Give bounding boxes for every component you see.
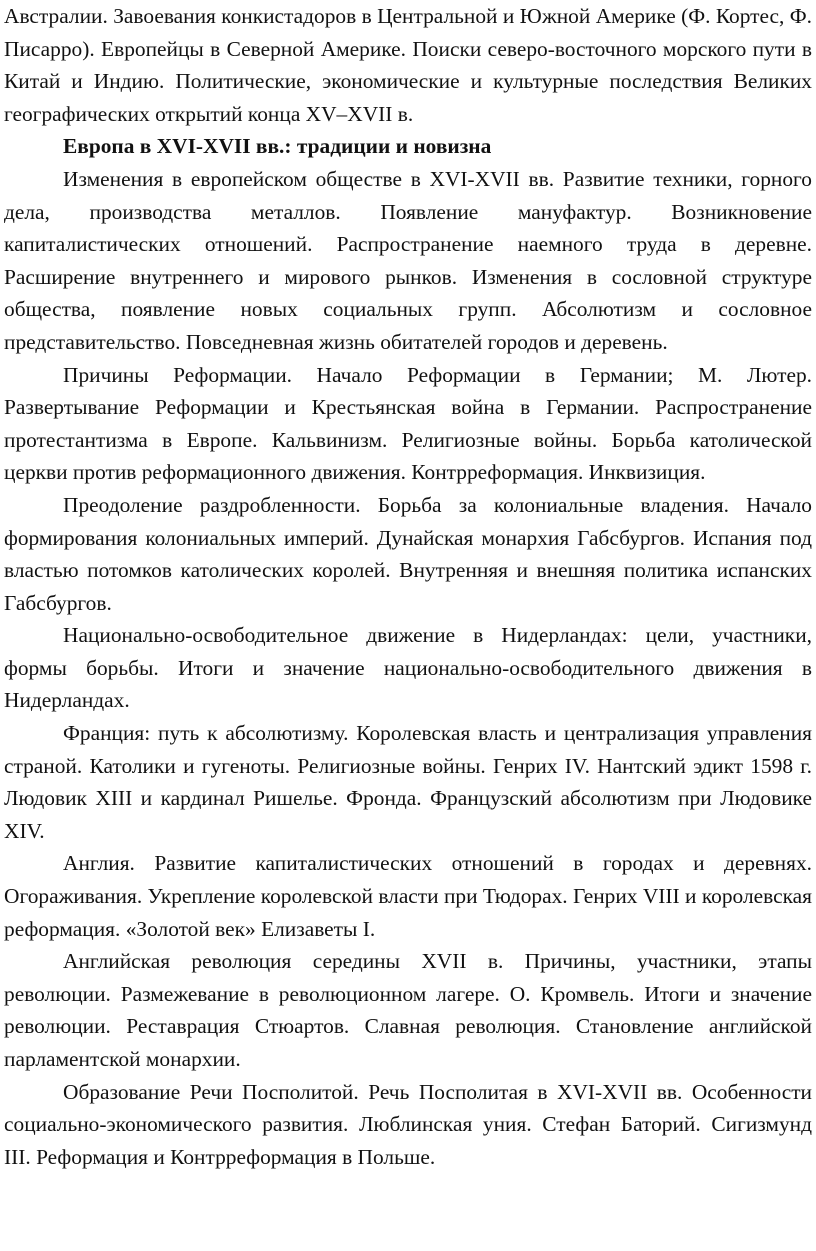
- document-page: [4, 0, 812, 1173]
- paragraph-continuation: Австралии. Завоевания конкистадоров в Центральной и Южной Америке (Ф. Кортес, Ф. Писарро). Европейцы в Северной Америке. Поиски северо-восточного морского пути в Китай и Индию. Политические, экономические и культурные последствия Великих географических открытий конца XV–XVII в.: [4, 4, 812, 126]
- paragraph-poland: Образование Речи Посполитой. Речь Посполитая в XVI-XVII вв. Особенности социально-экономического развития. Люблинская уния. Стефан Баторий. Сигизмунд III. Реформация и Контрреформация в Польше.: [4, 1079, 812, 1169]
- paragraph-reformation: Причины Реформации. Начало Реформации в Германии; М. Лютер. Развертывание Реформации и Крестьянская война в Германии. Распространение протестантизма в Европе. Кальвинизм. Религиозные войны. Борьба католической церкви против реформационного движения. Контрреформация. Инквизиция.: [4, 362, 812, 485]
- paragraph-english-revolution: Английская революция середины XVII в. Причины, участники, этапы революции. Размежевание в революционном лагере. О. Кромвель. Итоги и значение революции. Реставрация Стюартов. Славная революция. Становление английской парламентской монархии.: [4, 949, 812, 1071]
- paragraph-society-changes: Изменения в европейском обществе в XVI-XVII вв. Развитие техники, горного дела, производства металлов. Появление мануфактур. Возникновение капиталистических отношений. Распространение наемного труда в деревне. Расширение внутреннего и мирового рынков. Изменения в сословной структуре общества, появление новых социальных групп. Абсолютизм и сословное представительство. Повседневная жизнь обитателей городов и деревень.: [4, 166, 812, 354]
- section-heading: Европа в XVI-XVII вв.: традиции и новизна: [63, 134, 492, 159]
- paragraph-netherlands: Национально-освободительное движение в Нидерландах: цели, участники, формы борьбы. Итоги и значение национально-освободительного движения в Нидерландах.: [4, 623, 812, 713]
- paragraph-fragmentation: Преодоление раздробленности. Борьба за колониальные владения. Начало формирования колониальных империй. Дунайская монархия Габсбургов. Испания под властью потомков католических королей. Внутренняя и внешняя политика испанских Габсбургов.: [4, 492, 812, 615]
- paragraph-england: Англия. Развитие капиталистических отношений в городах и деревнях. Огораживания. Укрепление королевской власти при Тюдорах. Генрих VIII и королевская реформация. «Золотой век» Елизаветы I.: [4, 851, 812, 941]
- paragraph-france: Франция: путь к абсолютизму. Королевская власть и централизация управления страной. Католики и гугеноты. Религиозные войны. Генрих IV. Нантский эдикт 1598 г. Людовик XIII и кардинал Ришелье. Фронда. Французский абсолютизм при Людовике XIV.: [4, 721, 812, 843]
